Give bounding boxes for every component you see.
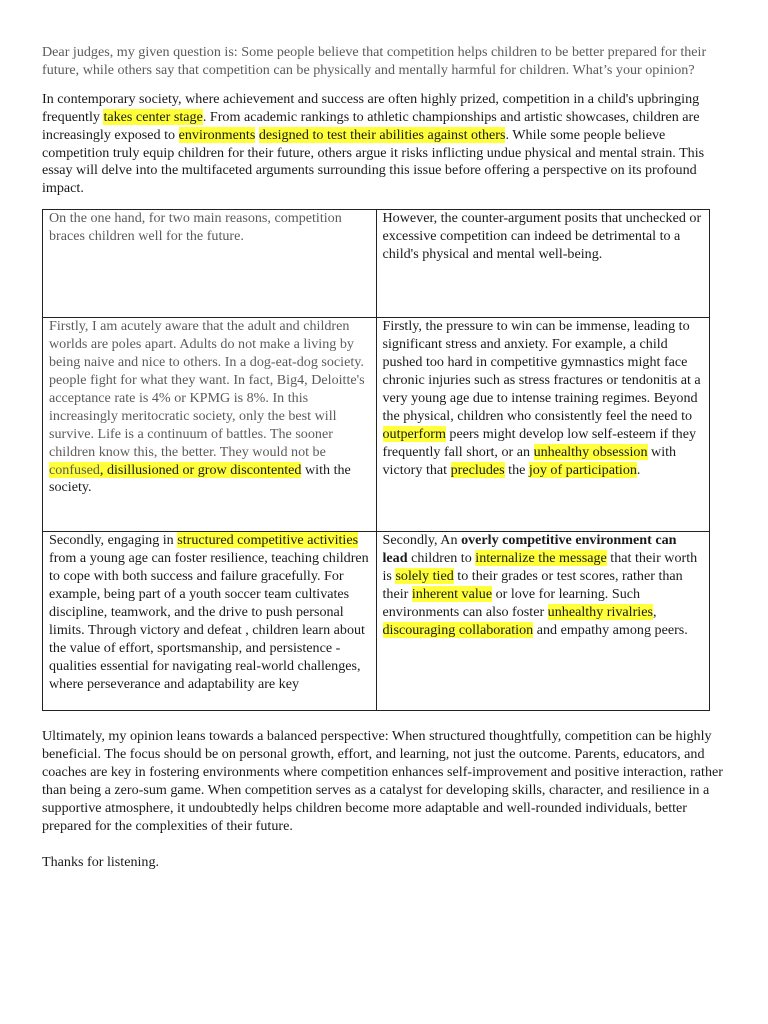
cell-text: or love for learning. Such environments can also foster xyxy=(382,585,641,620)
highlight-structured-competitive-activities: structured competitive activities xyxy=(177,532,359,549)
essay-page xyxy=(42,44,732,871)
against-second-reason-cell xyxy=(376,532,710,711)
cell-text: the xyxy=(504,461,529,478)
cell-text: On the one hand, for two main reasons, competition braces children well for the future. xyxy=(49,210,342,245)
highlight-outperform: outperform xyxy=(382,425,446,442)
table-row xyxy=(43,532,710,711)
for-second-reason-cell xyxy=(43,532,377,711)
table-row xyxy=(43,210,710,318)
cell-text: children to xyxy=(407,550,476,567)
closing-line: Thanks for listening. xyxy=(42,853,160,870)
highlight-takes-center-stage: takes center stage xyxy=(103,108,203,125)
cell-text: Secondly, engaging in xyxy=(49,532,178,549)
highlight-precludes: precludes xyxy=(450,461,505,478)
highlight-environments: environments xyxy=(178,126,256,143)
for-intro-cell xyxy=(43,210,377,318)
table-row xyxy=(43,318,710,532)
cell-text: Secondly, An xyxy=(382,532,462,549)
intro-text: In contemporary society, where achievement and success are often highly prized, competition in a child's upbringing frequently xyxy=(42,90,700,125)
cell-text: However, the counter-argument posits that unchecked or excessive competition can indeed be detrimental to a child's physical and mental well-being. xyxy=(382,210,702,263)
cell-text: Firstly, the pressure to win can be immense, leading to significant stress and anxiety. For example, a child pushed too hard in competitive gymnastics might face chronic injuries such as stress fractures or tendonitis at a very young age due to intense training regimes. Beyond the physical, children who consistently feel the need to xyxy=(382,318,701,424)
highlight-confused: confused xyxy=(49,461,100,478)
highlight-joy-of-participation: joy of participation xyxy=(528,461,637,478)
cell-text: and empathy among peers. xyxy=(533,621,688,638)
intro-text: . While some people believe competition truly equip children for their future, others argue it risks inflicting undue physical and mental strain. This essay will delve into the multifaceted arguments surrounding this issue before offering a perspective on its profound impact. xyxy=(42,126,705,197)
against-intro-cell xyxy=(376,210,710,318)
highlight-unhealthy-obsession: unhealthy obsession xyxy=(533,443,648,460)
highlight-disillusioned: , disillusioned or grow discontented xyxy=(99,461,302,478)
bold-phrase: overly competitive environment can lead xyxy=(382,532,677,567)
introduction-paragraph xyxy=(42,91,732,198)
intro-text: . From academic rankings to athletic championships and artistic showcases, children are increasingly exposed to xyxy=(42,108,700,143)
highlight-discouraging-collaboration: discouraging collaboration xyxy=(382,621,534,638)
highlight-designed-to-test: designed to test their abilities against others xyxy=(258,126,506,143)
highlight-inherent-value: inherent value xyxy=(411,585,493,602)
cell-text: to their grades or test scores, rather than their xyxy=(382,568,683,602)
question-paragraph: Dear judges, my given question is: Some people believe that competition helps children to be better prepared for their future, while others say that competition can be physically and mentally harmful for children. What’s your opinion? xyxy=(42,44,707,78)
highlight-solely-tied: solely tied xyxy=(395,568,454,585)
highlight-unhealthy-rivalries: unhealthy rivalries xyxy=(547,603,653,620)
cell-text: , xyxy=(652,603,657,620)
cell-text: Firstly, I am acutely aware that the adult and children worlds are poles apart. Adults do not make a living by being naive and nice to others. In a dog-eat-dog society. people fight for what they want. In fact, Big4, Deloitte's acceptance rate is 4% or KPMG is 8%. In this increasingly meritocratic society, only the best will survive. Life is a continuum of battles. The sooner children know this, the better. They would not be xyxy=(49,318,365,460)
arguments-table xyxy=(42,209,710,711)
cell-text: from a young age can foster resilience, teaching children to cope with both success and failure gracefully. For example, being part of a youth soccer team cultivates discipline, teamwork, and the drive to push personal limits. Through victory and defeat , children learn about the value of effort, sportsmanship, and persistence - qualities essential for navigating real-world challenges, where perseverance and adaptability are key xyxy=(49,550,369,692)
for-first-reason-cell xyxy=(43,318,377,532)
cell-text: . xyxy=(636,461,641,478)
cell-text: with the society. xyxy=(49,461,351,496)
against-first-reason-cell xyxy=(376,318,710,532)
highlight-internalize-the-message: internalize the message xyxy=(475,550,607,567)
cell-text: peers might develop low self-esteem if they frequently fall short, or an xyxy=(382,425,696,460)
conclusion-paragraph: Ultimately, my opinion leans towards a balanced perspective: When structured thoughtfully, competition can be highly beneficial. The focus should be on personal growth, effort, and learning, not just the outcome. Parents, educators, and coaches are key in fostering environments where competition enhances self-improvement and positive interaction, rather than being a zero-sum game. When competition serves as a catalyst for developing skills, character, and resilience in a supportive atmosphere, it undoubtedly helps children become more adaptable and well-rounded individuals, better prepared for the complexities of their future. xyxy=(42,728,723,834)
cell-text: that their worth is xyxy=(382,550,698,585)
cell-text: with victory that xyxy=(382,443,677,478)
